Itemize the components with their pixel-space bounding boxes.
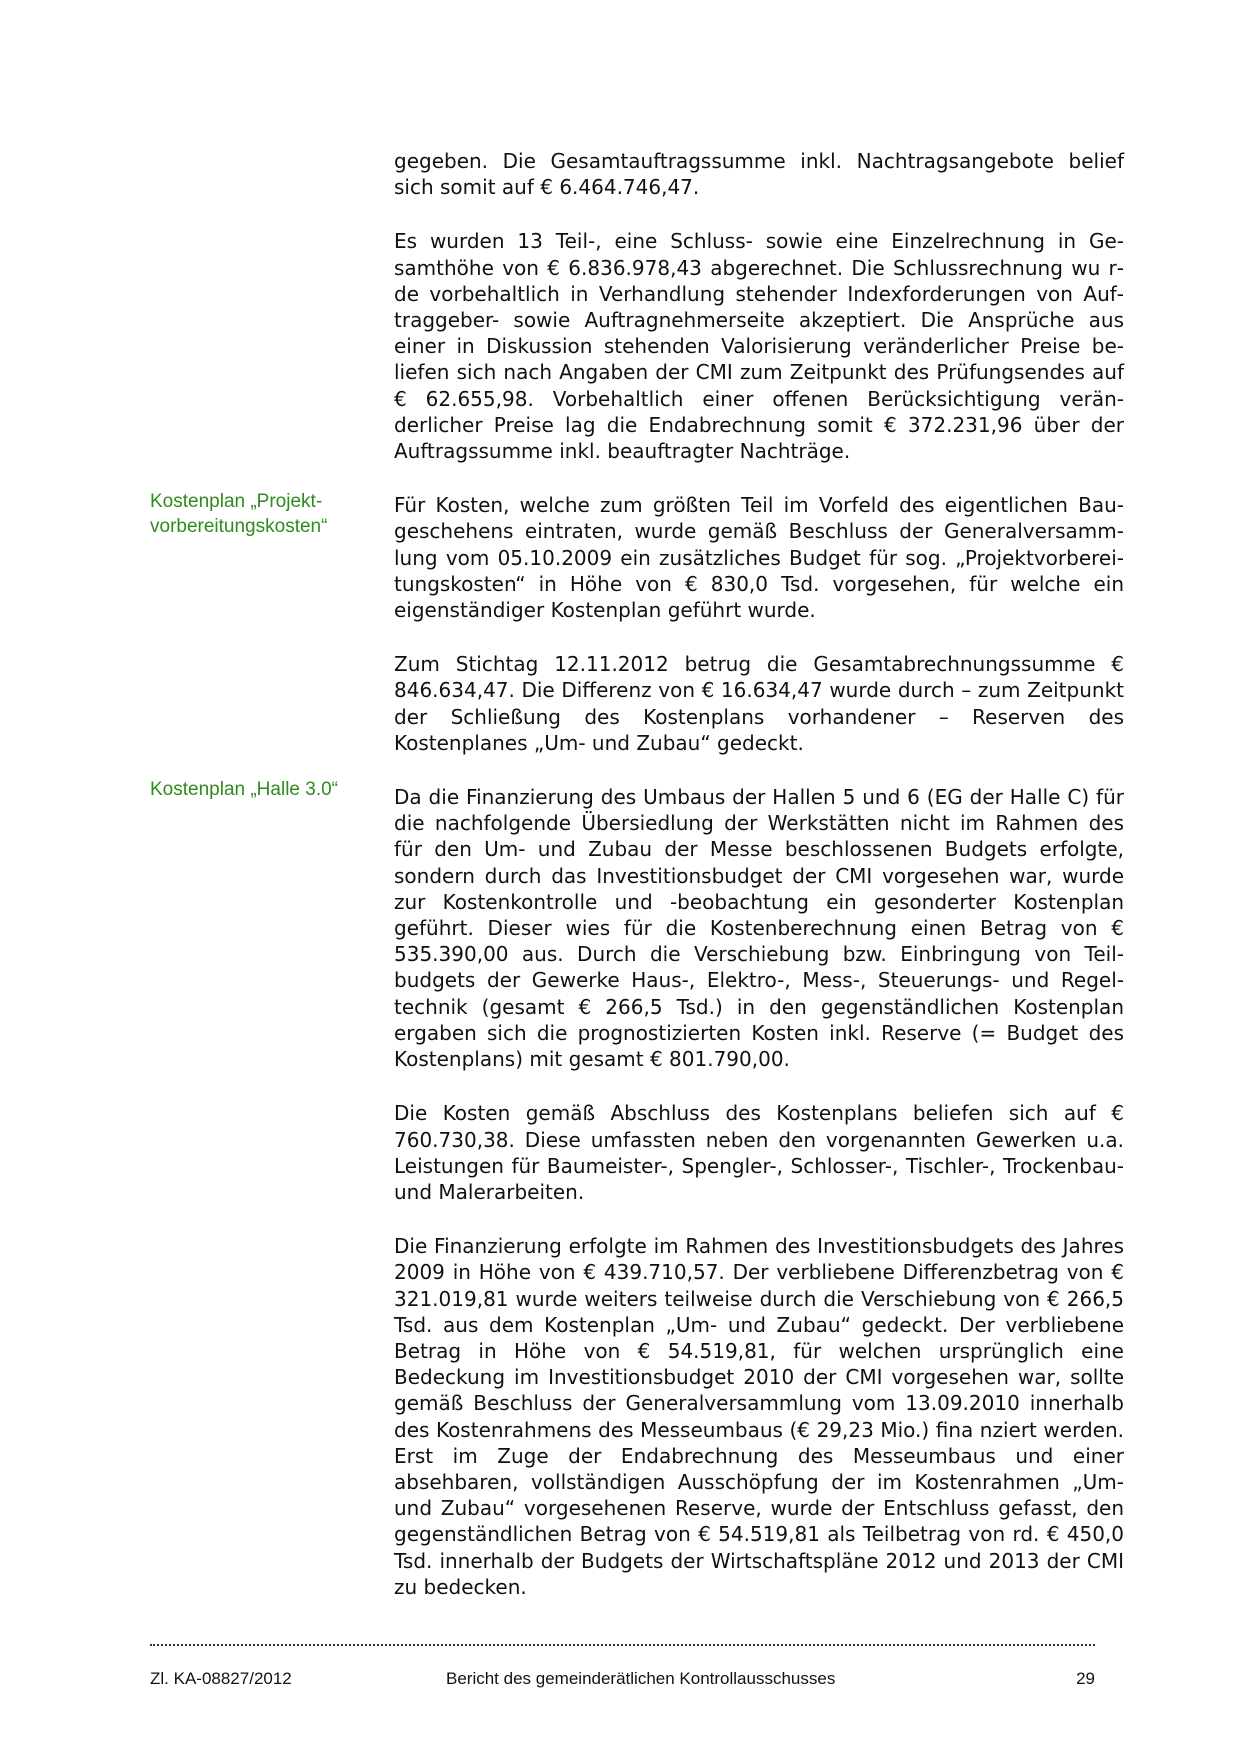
paragraph-kosten-abschluss: Die Kosten gemäß Abschluss des Kostenplans beliefen sich auf € 760.730,38. Diese umfassten neben den vorgenannten Gewerken u.a. Leistungen für Baumeister-, Spengler-, Schlosser-, Tischler-, Trockenbau- und Malerarbeiten. [394,1101,1124,1204]
margin-note-halle-3-0: Kostenplan „Halle 3.0“ [150,779,338,800]
footer-reference: Zl. KA-08827/2012 [150,1669,292,1688]
footer-divider [150,1644,1095,1646]
margin-note-projektvorbereitungskosten: Kostenplan „Projekt-vorbereitungskosten“ [150,491,328,537]
paragraph-finanzierung-umbau: Da die Finanzierung des Umbaus der Hallen 5 und 6 (EG der Halle C) für die nachfolgende Übersiedlung der Werkstätten nicht im Rahmen des für den Um- und Zubau der Messe beschlossenen Budgets erfolgte, sondern durch das Investitionsbudget der CMI vorgesehen war, wurde zur Kostenkontrolle und -beobachtung ein gesonderter Kostenplan geführt. Dieser wies für die Kostenberechnung einen Betrag von € 535.390,00 aus. Durch die Verschiebung bzw. Einbringung von Teilbudgets der Gewerke Haus-, Elektro-, Mess-, Steuerungs- und Regeltechnik (gesamt € 266,5 Tsd.) in den gegenständlichen Kostenplan ergaben sich die prognostizierten Kosten inkl. Reserve (= Budget des Kostenplans) mit gesamt € 801.790,00. [394,785,1124,1072]
paragraph-projektvorbereitungskosten: Für Kosten, welche zum größten Teil im Vorfeld des eigentlichen Baugeschehens eintraten, wurde gemäß Beschluss der Generalversammlung vom 05.10.2009 ein zusätzliches Budget für sog. „Projektvorbereitungskosten“ in Höhe von € 830,0 Tsd. vorgesehen, für welche ein eigenständiger Kostenplan geführt wurde. [394,493,1124,623]
paragraph-stichtag: Zum Stichtag 12.11.2012 betrug die Gesamtabrechnungssumme € 846.634,47. Die Differenz von € 16.634,47 wurde durch – zum Zeitpunkt der Schließung des Kostenplans vorhandener – Reserven des Kostenplanes „Um- und Zubau“ gedeckt. [394,652,1124,755]
paragraph-finanzierung-investitionsbudget: Die Finanzierung erfolgte im Rahmen des Investitionsbudgets des Jahres 2009 in Höhe von € 439.710,57. Der verbliebene Differenzbetrag von € 321.019,81 wurde weiters teilweise durch die Verschiebung von € 266,5 Tsd. aus dem Kostenplan „Um- und Zubau“ gedeckt. Der verbliebene Betrag in Höhe von € 54.519,81, für welchen ursprünglich eine Bedeckung im Investitionsbudget 2010 der CMI vorgesehen war, sollte gemäß Beschluss der Generalversammlung vom 13.09.2010 innerhalb des Kostenrahmens des Messeumbaus (€ 29,23 Mio.) fina nziert werden. Erst im Zuge der Endabrechnung des Messeumbaus und einer absehbaren, vollständigen Ausschöpfung der im Kostenrahmen „Um- und Zubau“ vorgesehenen Reserve, wurde der Entschluss gefasst, den gegenständlichen Betrag von € 54.519,81 als Teilbetrag von rd. € 450,0 Tsd. innerhalb der Budgets der Wirtschaftspläne 2012 und 2013 der CMI zu bedecken. [394,1234,1124,1599]
footer-title: Bericht des gemeinderätlichen Kontrollausschusses [446,1669,836,1688]
paragraph-gesamtauftragssumme: gegeben. Die Gesamtauftragssumme inkl. Nachtragsangebote belief sich somit auf € 6.464.746,47. [394,149,1124,200]
body-text-column [394,148,1124,1628]
paragraph-teilrechnungen: Es wurden 13 Teil-, eine Schluss- sowie eine Einzelrechnung in Gesamthöhe von € 6.836.978,43 abgerechnet. Die Schlussrechnung wu rde vorbehaltlich in Verhandlung stehender Indexforderungen von Auftraggeber- sowie Auftragnehmerseite akzeptiert. Die Ansprüche aus einer in Diskussion stehenden Valorisierung veränderlicher Preise beliefen sich nach Angaben der CMI zum Zeitpunkt des Prüfungsendes auf € 62.655,98. Vorbehaltlich einer offenen Berücksichtigung veränderlicher Preise lag die Endabrechnung somit € 372.231,96 über der Auftragssumme inkl. beauftragter Nachträge. [394,229,1124,464]
page-number: 29 [1076,1669,1095,1688]
